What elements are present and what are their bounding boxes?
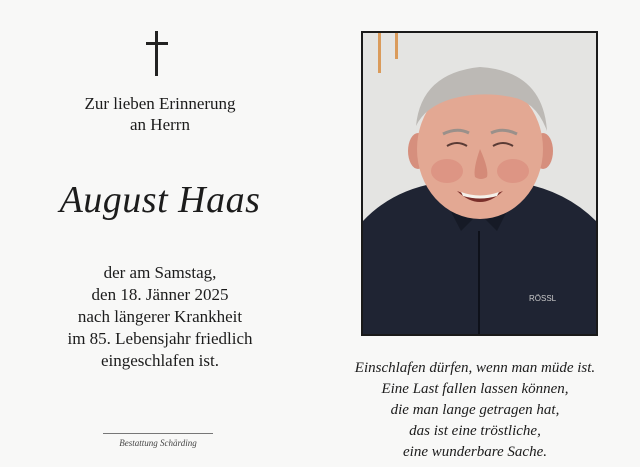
poem-line: Einschlafen dürfen, wenn man müde ist. — [354, 360, 596, 376]
deceased-name: August Haas — [59, 179, 261, 221]
portrait-illustration — [361, 31, 598, 336]
poem-line: eine wunderbare Sache. — [403, 444, 547, 460]
cross-icon — [146, 31, 168, 76]
shirt-logo: RÖSSL — [529, 294, 557, 303]
bio-line: den 18. Jänner 2025 — [91, 285, 229, 304]
poem-line: die man lange getragen hat, — [390, 402, 560, 418]
bio-line: nach längerer Krankheit — [77, 307, 243, 326]
poem-line: Eine Last fallen lassen können, — [381, 381, 569, 397]
intro-line-2: an Herrn — [130, 115, 190, 134]
divider — [103, 433, 213, 434]
intro-line-1: Zur lieben Erinnerung — [84, 94, 236, 113]
funeral-home: Bestattung Schärding — [119, 438, 197, 448]
bio-line: der am Samstag, — [103, 263, 217, 282]
bio-line: eingeschlafen ist. — [100, 351, 219, 370]
bio-line: im 85. Lebensjahr friedlich — [67, 329, 253, 348]
portrait-photo — [361, 31, 598, 336]
poem-line: das ist eine tröstliche, — [409, 423, 541, 439]
